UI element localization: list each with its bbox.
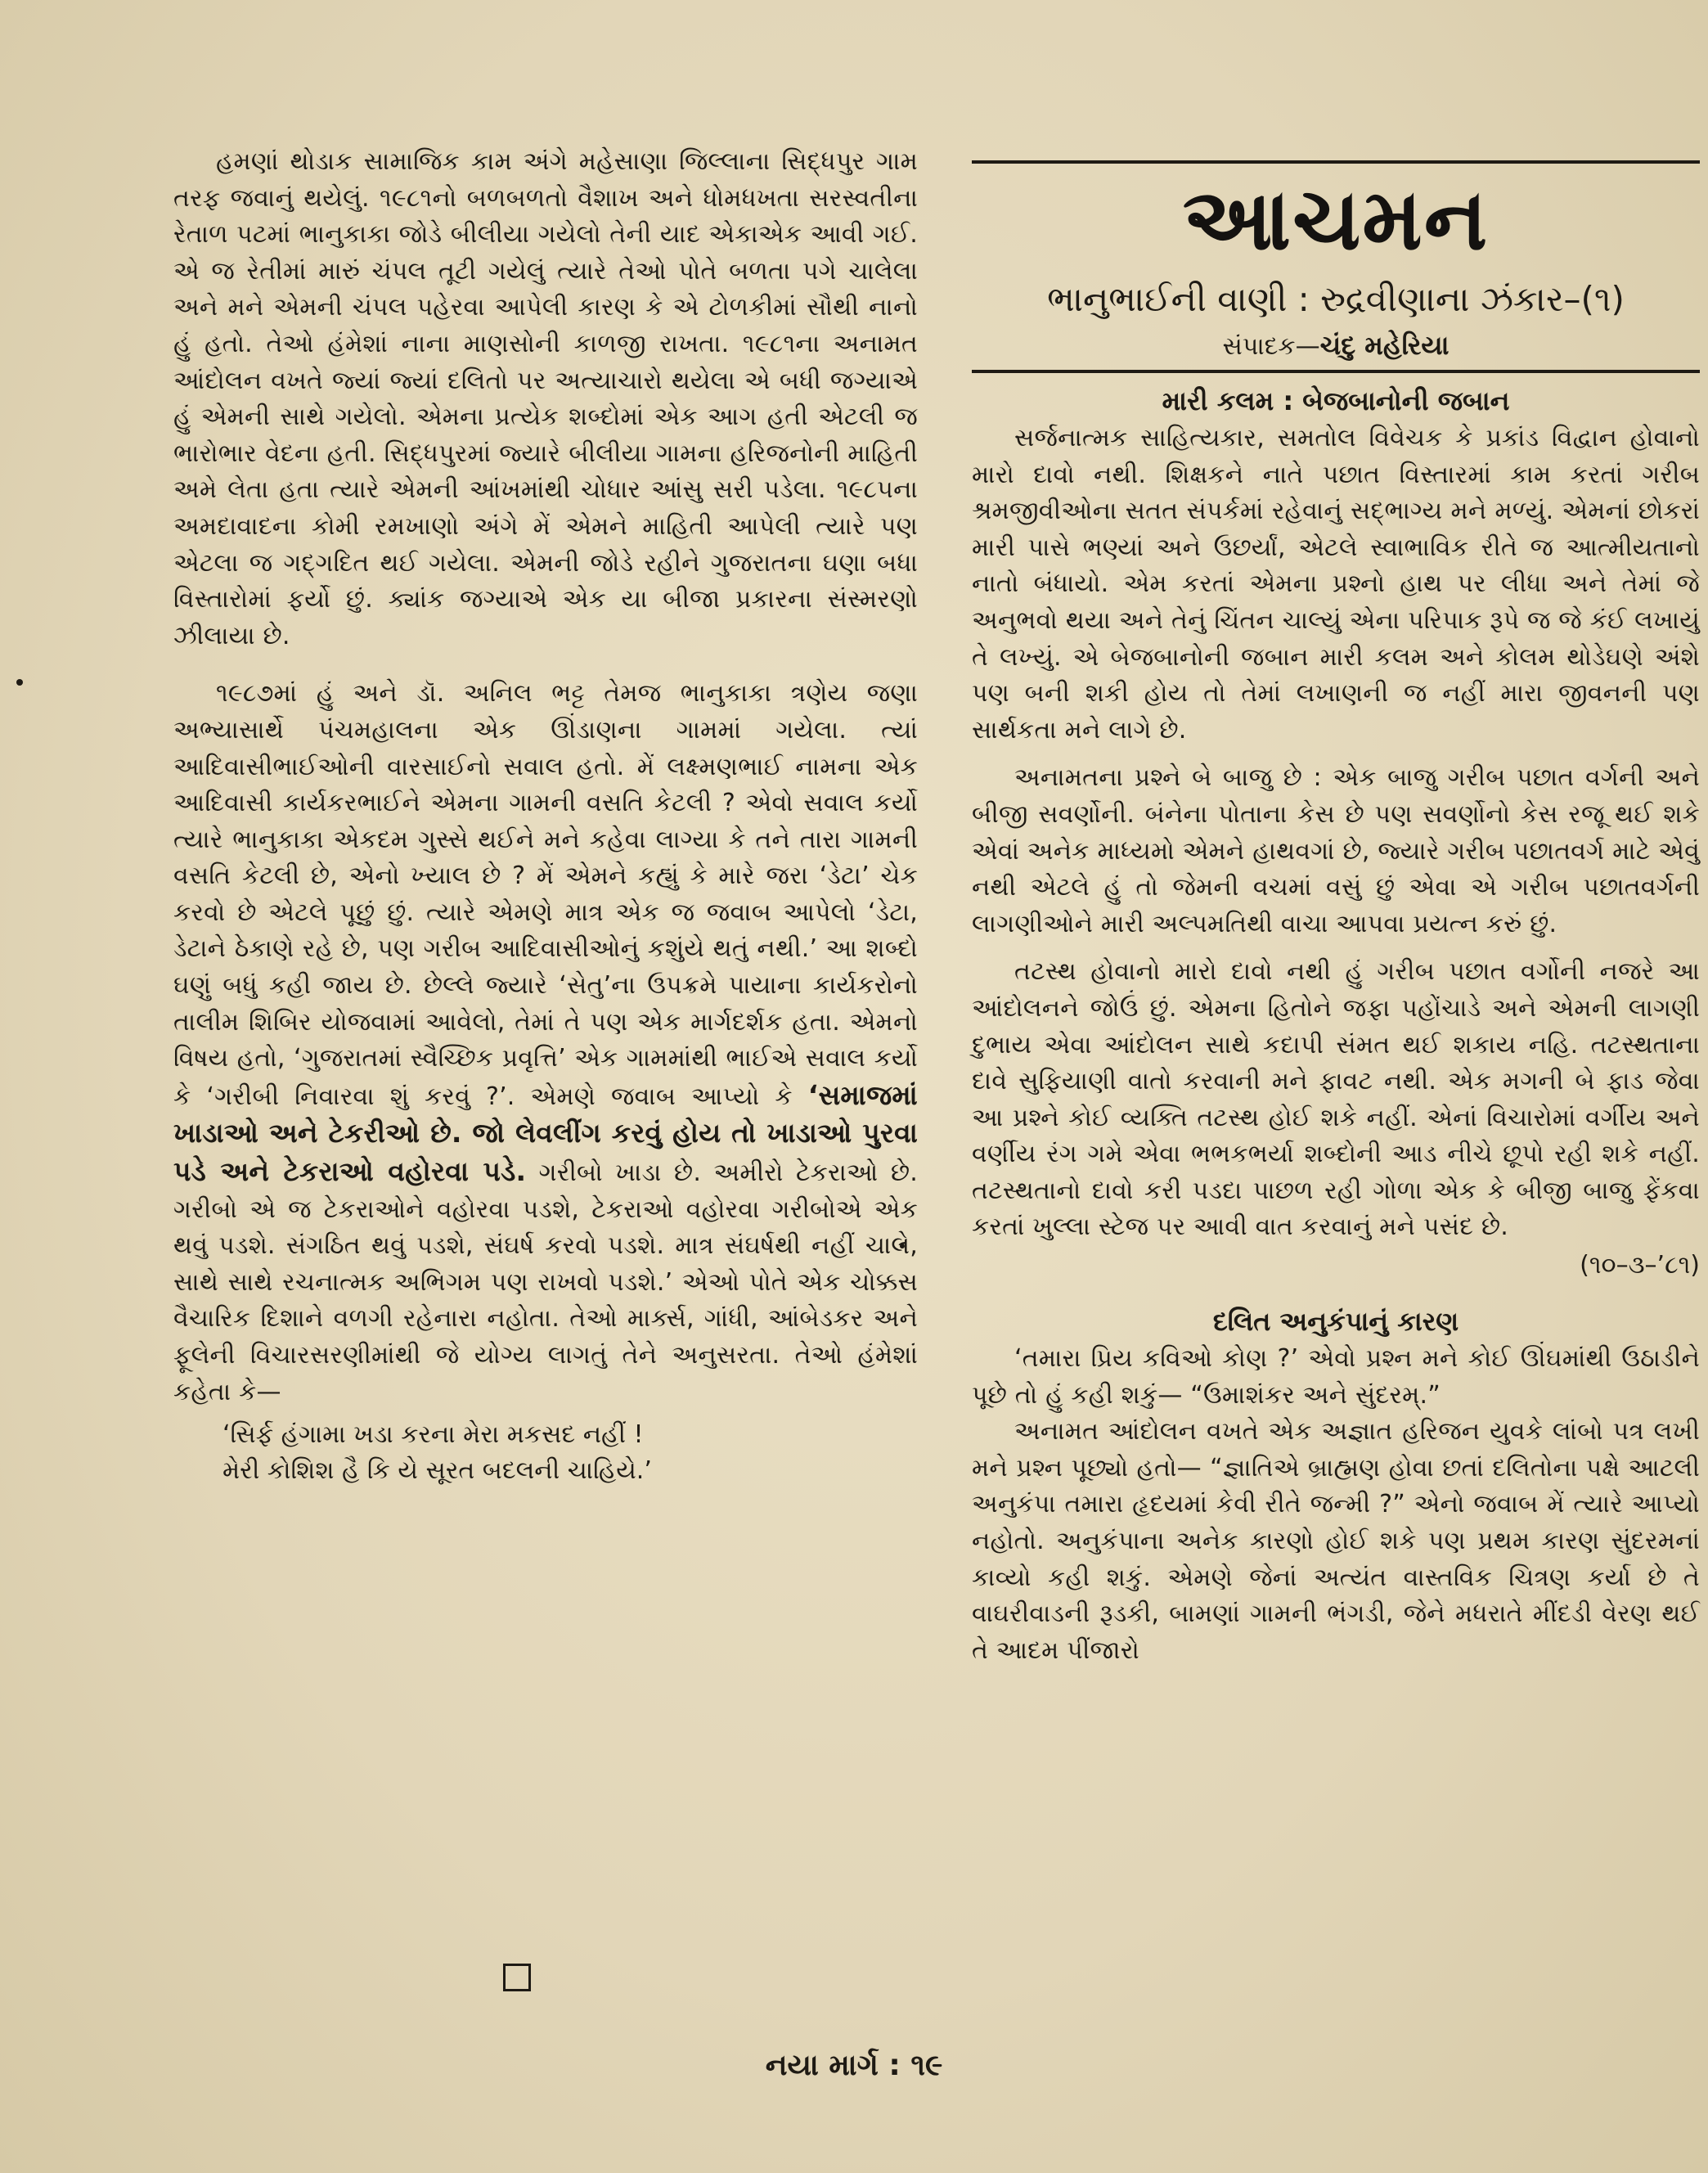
header-rule xyxy=(972,370,1700,373)
left-paragraph-2-tail: ગરીબો ખાડા છે. અમીરો ટેકરાઓ છે. ગરીબો એ જ ટેકરાઓને વહોરવા પડશે, ટેકરાઓ વહોરવા ગરીબોએ એક થવું પડશે. સંગઠિત થવું પડશે, સંઘર્ષ કરવો પડશે. માત્ર સંઘર્ષથી નહીં ચાલે, સાથે સાથે રચનાત્મક અભિગમ પણ રાખવો પડશે.’ એઓ પોતે એક ચોક્કસ વૈચારિક દિશાને વળગી રહેનારા નહોતા. તેઓ માર્ક્સ, ગાંધી, આંબેડકર અને ફૂલેની વિચારસરણીમાંથી જે યોગ્ય લાગતું તેને અનુસરતા. તેઓ હંમેશાં કહેતા કે— xyxy=(173,1158,918,1406)
right-paragraph-3: તટસ્થ હોવાનો મારો દાવો નથી હું ગરીબ પછાત વર્ગોની નજરે આ આંદોલનને જોઉં છું. એમના હિતોને જફા પહોંચાડે અને એમની લાગણી દુભાય એવા આંદોલન સાથે કદાપી સંમત થઈ શકાય નહિ. તટસ્થતાના દાવે સુફિયાણી વાતો કરવાની મને ફાવટ નથી. એક મગની બે ફાડ જેવા આ પ્રશ્ને કોઈ વ્યક્તિ તટસ્થ હોઈ શકે નહીં. એનાં વિચારોમાં વર્ગીય અને વર્ણીય રંગ ગમે એવા ભભકભર્યા શબ્દોની આડ નીચે છૂપો રહી શકે નહીં. તટસ્થતાનો દાવો કરી પડદા પાછળ રહી ગોળા એક કે બીજી બાજુ ફેંકવા કરતાં ખુલ્લા સ્ટેજ પર આવી વાત કરવાનું મને પસંદ છે. xyxy=(972,957,1700,1242)
verse-line-2: મેરી કોશિશ હૈ કિ યે સૂરત બદલની ચાહિયે.’ xyxy=(222,1456,652,1486)
editor-label: સંપાદક— xyxy=(1222,332,1320,361)
ink-dot-left xyxy=(16,679,23,686)
top-rule xyxy=(972,160,1700,164)
page-footer: નયા માર્ગ : ૧૯ xyxy=(765,2049,943,2082)
left-paragraph-1: હમણાં થોડાક સામાજિક કામ અંગે મહેસાણા જિલ્લાના સિદ્ધપુર ગામ તરફ જવાનું થયેલું. ૧૯૮૧નો બળબળતો વૈશાખ અને ધોમધખતા સરસ્વતીના રેતાળ પટમાં ભાનુકાકા જોડે બીલીયા ગયેલો તેની યાદ એકાએક આવી ગઈ. એ જ રેતીમાં મારું ચંપલ તૂટી ગયેલું ત્યારે તેઓ પોતે બળતા પગે ચાલેલા અને મને એમની ચંપલ પહેરવા આપેલી કારણ કે એ ટોળકીમાં સૌથી નાનો હું હતો. તેઓ હંમેશાં નાના માણસોની કાળજી રાખતા. ૧૯૮૧ના અનામત આંદોલન વખતે જ્યાં જ્યાં દલિતો પર અત્યાચારો થયેલા એ બધી જગ્યાએ હું એમની સાથે ગયેલો. એમના પ્રત્યેક શબ્દોમાં એક આગ હતી એટલી જ ભારોભાર વેદના હતી. સિદ્ધપુરમાં જ્યારે બીલીયા ગામના હરિજનોની માહિતી અમે લેતા હતા ત્યારે એમની આંખમાંથી ચોધાર આંસુ સરી પડેલા. ૧૯૮૫ના અમદાવાદના કોમી રમખાણો અંગે મેં એમને માહિતી આપેલી ત્યારે પણ એટલા જ ગદ્ગદિત થઈ ગયેલા. એમની જોડે રહીને ગુજરાતના ઘણા બધા વિસ્તારોમાં ફર્યો છું. ક્યાંક જગ્યાએ એક યા બીજા પ્રકારના સંસ્મરણો ઝીલાયા છે. xyxy=(173,147,918,650)
bold-quote: ‘સમાજમાં ખાડાઓ અને ટેકરીઓ છે. જો લેવલીંગ કરવું હોય તો ખાડાઓ પુરવા પડે અને ટેકરાઓ વહોરવા પડે. xyxy=(173,1078,918,1188)
verse-line-1: ‘સિર્ફ હંગામા ખડા કરના મેરા મકસદ નહીં ! xyxy=(222,1420,644,1450)
left-paragraph-2-text: ૧૯૮૭માં હું અને ડૉ. અનિલ ભટ્ટ તેમજ ભાનુકાકા ત્રણેય જણા અભ્યાસાર્થે પંચમહાલના એક ઊંડાણના ગામમાં ગયેલા. ત્યાં આદિવાસીભાઈઓની વારસાઈનો સવાલ હતો. મેં લક્ષ્મણભાઈ નામના એક આદિવાસી કાર્યકરભાઈને એમના ગામની વસતિ કેટલી ? એવો સવાલ કર્યો ત્યારે ભાનુકાકા એકદમ ગુસ્સે થઈને મને કહેવા લાગ્યા કે તને તારા ગામની વસતિ કેટલી છે, એનો ખ્યાલ છે ? મેં એમને કહ્યું કે મારે જરા ‘ડેટા’ ચેક કરવો છે એટલે પૂછું છું. ત્યારે એમણે માત્ર એક જ જવાબ આપેલો ‘ડેટા, ડેટાને ઠેકાણે રહે છે, પણ ગરીબ આદિવાસીઓનું કશુંયે થતું નથી.’ આ શબ્દો ઘણું બધું કહી જાય છે. છેલ્લે જ્યારે ‘સેતુ’ના ઉપક્રમે પાયાના કાર્યકરોનો તાલીમ શિબિર યોજવામાં આવેલો, તેમાં તે પણ એક માર્ગદર્શક હતા. એમનો વિષય હતો, ‘ગુજરાતમાં સ્વૈચ્છિક પ્રવૃત્તિ’ એક ગામમાંથી ભાઈએ સવાલ કર્યો કે ‘ગરીબી નિવારવા શું કરવું ?’. એમણે જવાબ આપ્યો કે xyxy=(173,679,918,1111)
end-of-article-box xyxy=(503,1964,531,1991)
right-paragraph-2: અનામતના પ્રશ્ને બે બાજુ છે : એક બાજુ ગરીબ પછાત વર્ગની અને બીજી સવર્ણોની. બંનેના પોતાના કેસ છે પણ સવર્ણોનો કેસ રજૂ થઈ શકે એવાં અનેક માધ્યમો એમને હાથવગાં છે, જ્યારે ગરીબ પછાતવર્ગ માટે એવું નથી એટલે હું તો જેમની વચમાં વસું છું એવા એ ગરીબ પછાતવર્ગની લાગણીઓને મારી અલ્પમતિથી વાચા આપવા પ્રયત્ન કરું છું. xyxy=(972,763,1700,938)
right-paragraph-5: અનામત આંદોલન વખતે એક અજ્ઞાત હરિજન યુવકે લાંબો પત્ર લખી મને પ્રશ્ન પૂછ્યો હતો— “જ્ઞાતિએ બ્રાહ્મણ હોવા છતાં દલિતોના પક્ષે આટલી અનુકંપા તમારા હૃદયમાં કેવી રીતે જન્મી ?” એનો જવાબ મેં ત્યારે આપ્યો નહોતો. અનુકંપાના અનેક કારણો હોઈ શકે પણ પ્રથમ કારણ સુંદરમનાં કાવ્યો કહી શકું. એમણે જેનાં અત્યંત વાસ્તવિક ચિત્રણ કર્યા છે તે વાઘરીવાડની રૂડકી, બામણાં ગામની ભંગડી, જેને મધરાતે મીંદડી વેરણ થઈ તે આદમ પીંજારો xyxy=(972,1417,1700,1665)
section-2-heading: દલિત અનુકંપાનું કારણ xyxy=(1212,1306,1459,1338)
right-paragraph-1: સર્જનાત્મક સાહિત્યકાર, સમતોલ વિવેચક કે પ્રકાંડ વિદ્વાન હોવાનો મારો દાવો નથી. શિક્ષકને નાતે પછાત વિસ્તારમાં કામ કરતાં ગરીબ શ્રમજીવીઓના સતત સંપર્કમાં રહેવાનું સદ્ભાગ્ય મને મળ્યું. એમનાં છોકરાં મારી પાસે ભણ્યાં અને ઉછર્યાં, એટલે સ્વાભાવિક રીતે જ આત્મીયતાનો નાતો બંધાયો. એમ કરતાં એમના પ્રશ્નો હાથ પર લીધા અને તેમાં જે અનુભવો થયા અને તેનું ચિંતન ચાલ્યું એના પરિપાક રૂપે જ જે કંઈ લખાયું તે લખ્યું. એ બેજબાનોની જબાન મારી કલમ અને કોલમ થોડેઘણે અંશે પણ બની શકી હોય તો તેમાં લખાણની જ નહીં મારા જીવનની પણ સાર્થકતા મને લાગે છે. xyxy=(972,424,1700,745)
article-subtitle: ભાનુભાઈની વાણી : રુદ્રવીણાના ઝંકાર–(૧) xyxy=(1047,279,1625,319)
editor-credit xyxy=(972,327,1700,365)
editor-name: ચંદુ મહેરિયા xyxy=(1319,330,1450,361)
urdu-verse xyxy=(222,1417,918,1489)
section-title: આચમન xyxy=(1182,169,1490,269)
left-column xyxy=(173,144,918,1489)
left-paragraph-2 xyxy=(173,676,918,1410)
right-column xyxy=(972,160,1700,1669)
section-1-date: (૧૦–૩–’૮૧) xyxy=(1580,1251,1700,1280)
section-1-heading: મારી કલમ : બેજબાનોની જબાન xyxy=(1162,385,1510,416)
right-paragraph-4: ‘તમારા પ્રિય કવિઓ કોણ ?’ એવો પ્રશ્ન મને કોઈ ઊંઘમાંથી ઉઠાડીને પૂછે તો હું કહી શકું— “ઉમાશંકર અને સુંદરમ્.” xyxy=(972,1344,1700,1410)
